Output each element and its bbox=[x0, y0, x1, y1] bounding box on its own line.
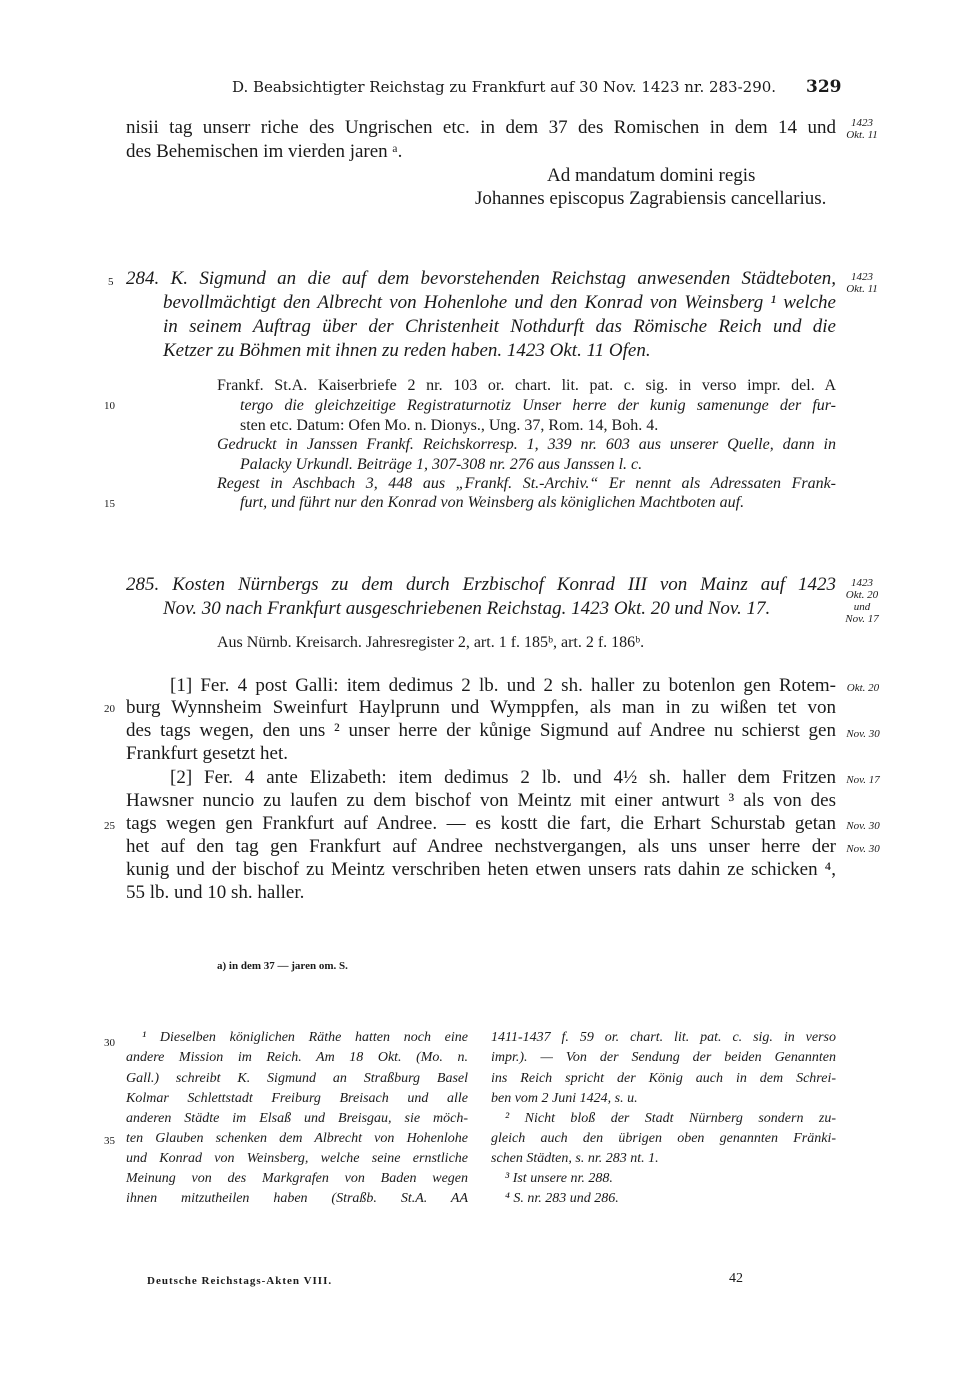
line-number: 25 bbox=[104, 820, 115, 832]
source-note-line: Frankf. St.A. Kaiserbriefe 2 nr. 103 or. chart. lit. pat. c. sig. in verso impr. del. A bbox=[217, 377, 836, 394]
line-number: 30 bbox=[104, 1037, 115, 1049]
footnote-line: ² Nicht bloß der Stadt Nürnberg sondern zu- bbox=[505, 1111, 836, 1126]
page-number: 329 bbox=[806, 77, 842, 97]
source-note-line: Palacky Urkundl. Beiträge 1, 307-308 nr. 276 aus Janssen l. c. bbox=[240, 456, 643, 473]
body-line: kunig und der bischof zu Meintz verschriben heten etwen unsers rats dahin ze schicken ⁴, bbox=[126, 859, 836, 880]
footnote-line: Kolmar Schlettstadt Freiburg Breisach und alle bbox=[126, 1091, 468, 1106]
top-text-line-2: des Behemischen im vierden jaren ᵃ. bbox=[126, 141, 403, 162]
body-line: [1] Fer. 4 post Galli: item dedimus 2 lb. und 2 sh. haller zu botenlon gen Rotem- bbox=[170, 675, 836, 696]
entry-284-title-line: in seinem Auftrag über der Christenheit Nothdurft das Römische Reich und die bbox=[163, 316, 836, 337]
footnote-line: ⁴ S. nr. 283 und 286. bbox=[505, 1191, 619, 1206]
line-number: 5 bbox=[108, 276, 114, 288]
margin-date: Nov. 17 bbox=[845, 613, 879, 625]
footnote-line: und Konrad von Weinsberg, welche seine ernstliche bbox=[126, 1151, 468, 1166]
body-line: des tags wegen, den uns ² unser herre der kůnige Sigmund auf Andree nu schierst gen bbox=[126, 720, 836, 741]
source-note-line: Gedruckt in Janssen Frankf. Reichskorresp. 1, 339 nr. 603 aus unserer Quelle, dann in bbox=[217, 436, 836, 453]
footnote-line: ins Reich spricht der König auch in dem Schrei- bbox=[491, 1071, 836, 1086]
line-number: 35 bbox=[104, 1135, 115, 1147]
body-line: tags wegen gen Frankfurt auf Andree. — es kostt die fart, die Erhart Schurstab getan bbox=[126, 813, 836, 834]
footnote-line: schen Städten, s. nr. 283 nt. 1. bbox=[491, 1151, 659, 1166]
body-line: Frankfurt gesetzt het. bbox=[126, 743, 288, 764]
line-number: 10 bbox=[104, 400, 115, 412]
source-note-line: tergo die gleichzeitige Registraturnotiz Unser herre der kunig samenunge der fur- bbox=[240, 397, 836, 414]
margin-date: Okt. 20 bbox=[845, 589, 879, 601]
entry-284-title-line: 284. K. Sigmund an die auf dem bevorstehenden Reichstag anwesenden Städteboten, bbox=[126, 268, 836, 289]
body-line: het auf den tag gen Frankfurt auf Andree nechstvergangen, als uns unser herre der bbox=[126, 836, 836, 857]
source-note-line: sten etc. Datum: Ofen Mo. n. Dionys., Ung. 37, Rom. 14, Boh. 4. bbox=[240, 417, 659, 434]
entry-284-margin-date bbox=[842, 271, 882, 295]
margin-year: 1423 bbox=[851, 271, 873, 283]
body-line: Hawsner nuncio zu laufen zu dem bischof von Meintz mit einer antwurt ³ als von des bbox=[126, 790, 836, 811]
footnote-line: ben vom 2 Juni 1424, s. u. bbox=[491, 1091, 638, 1106]
body-line: [2] Fer. 4 ante Elizabeth: item dedimus 2 lb. und 4½ sh. haller dem Fritzen bbox=[170, 767, 836, 788]
footnote-line: ³ Ist unsere nr. 288. bbox=[505, 1171, 613, 1186]
margin-year: 1423 bbox=[851, 577, 873, 589]
body-margin-date: Nov. 30 bbox=[846, 843, 880, 855]
footnote-line: andere Mission im Reich. Am 18 Okt. (Mo. n. bbox=[126, 1050, 468, 1065]
body-line: burg Wynnsheim Sweinfurt Haylprunn und Wymppfen, als man in zu wißen tet von bbox=[126, 697, 836, 718]
footnote-line: ihnen mitzutheilen haben (Straßb. St.A. AA bbox=[126, 1191, 468, 1206]
footer-signature: 42 bbox=[729, 1271, 743, 1286]
footnote-line: Meinung von des Markgrafen von Baden wegen bbox=[126, 1171, 468, 1186]
footnote-line: ten Glauben schenken dem Albrecht von Hohenlohe bbox=[126, 1131, 468, 1146]
footnote-line: ¹ Dieselben königlichen Räthe hatten noch eine bbox=[142, 1030, 468, 1045]
top-text-line-1: nisii tag unserr riche des Ungrischen etc. in dem 37 des Romischen in dem 14 und bbox=[126, 117, 836, 138]
signature-line-1: Ad mandatum domini regis bbox=[547, 165, 756, 186]
margin-date: Okt. 11 bbox=[846, 283, 878, 295]
entry-284-title-line: bevollmächtigt den Albrecht von Hohenlohe und den Konrad von Weinsberg ¹ welche bbox=[163, 292, 836, 313]
apparatus-note: a) in dem 37 — jaren om. S. bbox=[217, 960, 348, 972]
footnote-line: 1411-1437 f. 59 or. chart. lit. pat. c. sig. in verso bbox=[491, 1030, 836, 1045]
line-number: 15 bbox=[104, 498, 115, 510]
body-margin-date: Nov. 17 bbox=[846, 774, 880, 786]
margin-year: 1423 bbox=[851, 117, 873, 129]
entry-285-source: Aus Nürnb. Kreisarch. Jahresregister 2, art. 1 f. 185ᵇ, art. 2 f. 186ᵇ. bbox=[217, 634, 645, 651]
entry-285-title-line: 285. Kosten Nürnbergs zu dem durch Erzbischof Konrad III von Mainz auf 1423 bbox=[126, 574, 836, 595]
margin-date: Okt. 11 bbox=[846, 129, 878, 141]
body-margin-date: Okt. 20 bbox=[846, 682, 880, 694]
footnote-line: Gall.) schreibt K. Sigmund an Straßburg Basel bbox=[126, 1071, 468, 1086]
source-note-line: Regest in Aschbach 3, 448 aus „Frankf. St.-Archiv.“ Er nennt als Adressaten Frank- bbox=[217, 475, 836, 492]
body-line: 55 lb. und 10 sh. haller. bbox=[126, 882, 305, 903]
entry-284-title-line: Ketzer zu Böhmen mit ihnen zu reden haben. 1423 Okt. 11 Ofen. bbox=[163, 340, 651, 361]
body-margin-date: Nov. 30 bbox=[846, 820, 880, 832]
margin-conjunction: und bbox=[853, 601, 871, 613]
body-margin-date: Nov. 30 bbox=[846, 728, 880, 740]
line-number: 20 bbox=[104, 703, 115, 715]
signature-line-2: Johannes episcopus Zagrabiensis cancellarius. bbox=[475, 188, 827, 209]
entry-285-title-line: Nov. 30 nach Frankfurt ausgeschriebenen Reichstag. 1423 Okt. 20 und Nov. 17. bbox=[163, 598, 771, 619]
running-title: D. Beabsichtigter Reichstag zu Frankfurt auf 30 Nov. 1423 nr. 283-290. bbox=[232, 78, 777, 96]
footer-series: Deutsche Reichstags-Akten VIII. bbox=[147, 1275, 333, 1287]
footnote-line: anderen Städte im Elsaß und Breisgau, sie möch- bbox=[126, 1111, 468, 1126]
footnote-line: gleich auch den übrigen oben genannten Fränki- bbox=[491, 1131, 836, 1146]
margin-date-top bbox=[842, 117, 882, 141]
source-note-line: furt, und führt nur den Konrad von Weinsberg als königlichen Machtboten auf. bbox=[240, 494, 745, 511]
entry-285-margin-date bbox=[842, 577, 882, 625]
footnote-line: impr.). — Von der Sendung der beiden Genannten bbox=[491, 1050, 836, 1065]
